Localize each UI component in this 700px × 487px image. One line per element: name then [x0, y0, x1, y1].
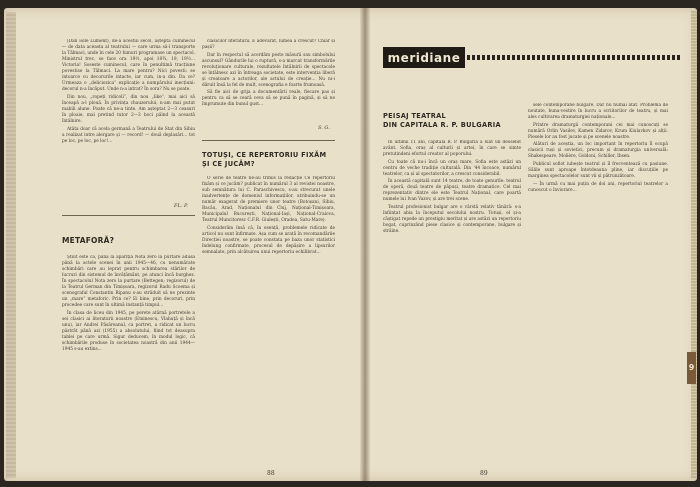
paragraph: În ultimii 11 ani, capitala R. P. Bulgaria a luat un deosebit avânt. Sofia, oraș al culturii și artei, în care se simte pretutindeni efortul creator al poporului.	[383, 140, 521, 158]
paragraph: Știut este că, până la apariția Nota zero la purtare adusă până la actele scenei în anii 1945—46, cu nenumărate schimbări care au leprat pentru schimbarea stărilor de lucruri din sistemul de învățământ, pe atunci încă burghez. În spectacolul Nota zero la purtare (Bettegen; regizorul) de la Teatrul German din Timișoara, regizorul Radu Scoema și scenograful Constantin Ripanu s-au străduit să ne prezinte un „mare” metaforic. Prin ce? Ei bine, prin decoruri, prin procedee care sunt în ultimă instanță timpul...	[62, 255, 195, 309]
page-number: 88	[267, 470, 275, 477]
paragraph: O serie de teatre ne-au trimis la redacție Ce repertoriu fixăm și ce jucăm? publicat în numărul 3 al revistei noastre, sub semnătura lui C. Paraschivescu, s-au strecurat unele inadvertențe de domeniul informațiilor, atribuindu-se un număr exagerat de premiere unor teatre (Botoșani, Sibiu, Bacău, Arad, Naționalul din Cluj, Național-Timișoara, Municipalul București, Național-Iași, Național-Craiova, Teatrul Muncitoresc C.F.R. Giulești, Oradea, Satu-Mare).	[202, 176, 335, 224]
left-col2-top	[202, 39, 335, 119]
page-edges	[691, 10, 697, 478]
article-title-line: DIN CAPITALA R. P. BULGARIA	[383, 121, 501, 129]
article-title	[383, 112, 523, 130]
section-heading: METAFORĂ?	[62, 236, 115, 245]
left-col1-top	[62, 39, 195, 202]
section-banner: meridiane	[383, 47, 465, 68]
paragraph: — În urmă cu mai puțin de doi ani, repertoriul teatrelor a cunoscut o înviorare...	[528, 181, 668, 193]
right-col1	[383, 140, 521, 465]
paragraph: Publicul sofiot iubește teatrul și îl frecventează cu pasiune. Sălile sunt aproape întotdeauna pline, iar discuțiile pe marginea spectacolelor sunt vii și pătrunzătoare.	[528, 161, 668, 180]
banner-rule	[467, 55, 682, 60]
signature: S. G.	[318, 125, 330, 131]
paragraph: Considerăm însă că, în esență, problemele ridicate de articol nu sunt înfirmate. Așa cum se arată în recomandările Direcției noastre, se poate constata pe baza unor statistici îndelung confirmate, procesul de depășire a lipsurilor semnalate, prin alcătuirea unui repertoriu echilibrat...	[202, 225, 335, 256]
right-col2	[528, 103, 668, 465]
paragraph: Alături de aceștia, un loc important în repertoriu îl ocupă clasicii ruși și sovietici, precum și dramaturgia universală: Shakespeare, Molière, Goldoni, Schiller, Ibsen.	[528, 142, 668, 160]
divider	[62, 215, 195, 216]
paragraph: sele contemporane bulgare. Dar nu numai atât. Problema de noutate, buna-vestire în lucru a scriitorilor de teatru, și mai ales cultivarea dramaturgiei naționale...	[528, 103, 668, 121]
page-number: 89	[480, 470, 488, 477]
paragraph: Să fie aici de grija a documentării reale, fiecare pas și pentru ca să se ceară ceva să se pună în pagină, și să ne împrumute din bunul gust...	[202, 90, 335, 108]
book-spine-edge	[6, 12, 16, 478]
divider	[202, 140, 335, 141]
left-col2-bottom	[202, 176, 335, 467]
article-title-line: PEISAJ TEATRAL	[383, 112, 447, 120]
paragraph: În clasa de liceu din 1945, pe perete atârnă portretele a sei clasici ai literaturii noastre (Eminescu, Vlahuță și încă unu), iar Andrei Păsăreanul, ca portret, a ridicat un lucru păstrăt până azi (1955) a absolutului, fiind tot deasupra tablei pe care urmă. Sigur deducem, în modul logic, că schimbările produse în societatea noastră din anii 1944—1945 s-au extins...	[62, 310, 195, 353]
paragraph: Cu toate că nu-i încă un oraș mare, Sofia este astăzi un centru de veche tradiție culturală. Din '44 încoace, numărul teatrelor, ca și al spectatorilor, a crescut considerabil.	[383, 159, 521, 177]
paragraph: În această capitală sunt 14 teatre, de toate genurile: teatrul de operă, două teatre de păpuși, teatre dramatice. Cel mai reprezentativ dintre ele este Teatrul Național, care poartă numele lui Ivan Vazov, și are trei scene.	[383, 179, 521, 203]
signature: FL. P.	[174, 203, 188, 209]
paragraph: Printre dramaturgii contemporani cei mai cunoscuți se numără Orlin Vasilev, Kamen Zidarov, Krum Kiulavkov și alții. Piesele lor au fost jucate și pe scenele noastre.	[528, 122, 668, 140]
left-col1-bottom	[62, 255, 195, 467]
page-tab-marker: 9	[687, 352, 696, 384]
paragraph: (Dan iolle Lument), de-a acestui secol, așteptă cuminecul — de data aceasta al teatrului — care urma să-l transporte la Tălmaci, unde în cele 20 fumuri programase un spectacol. Ministrul trec, se face ora 19½, apoi 18¾, 19, 19½... Victoria! Soseste cuminecul, care în penultimă tracțiune povestise la Tălmaci. La mare pentru? Nici povesti: se intoarce cu decorurile intacte, iar cum, in-a din. Da ce? Urmeaza o „deliciozica” explicație a numpărului inecțiuni: decorul n-a încăput. Unde n-a intrat? În sora? Nu se poate.	[62, 39, 195, 93]
paragraph: Teatrul profesionist bulgar are o vârstă relativ tânără: s-a înființat abia la începutul secolului nostru. Totuși, el și-a câștigat repede un prestigiu meritat și are astăzi un repertoriu bogat, cuprinzând piese clasice și contemporane, bulgare și străine.	[383, 204, 521, 235]
paragraph: Dar în respectul să acordăm peste măsură sau simbolului ascunsul? Gândurile lui o ruptură, s-a marcat transformările revoluționare culturale, rezultatele întâlnirii de spectacole se întâlnesc azi în întreaga societate, este intervenția liberă și creatoare a actorilor, ale actului de creație... Nu ni-i dăruit însă la fel de mult, scenografia e foarte frumoasă.	[202, 52, 335, 88]
article-heading: TOTUȘI, CE REPERTORIU FIXĂM ȘI CE JUCĂM?	[202, 151, 327, 168]
center-gutter	[360, 8, 370, 481]
paragraph: Din nou, „ropeți ridicoli”, din nou „like”, mai aici să înceapă a-l plouă. În privința chauzerului, n-am mai putut mabili alune. Poate că ne-a tinte. Am așteptat 2—3 ceasuri în ploaie, mai pretind tutor 2—3 boci păind la această întâlnire.	[62, 94, 195, 125]
paragraph: clasicilor literaturii. E adevărat, lumea a crescut? Chiar și pașii?	[202, 39, 335, 51]
paragraph: Atâta doar că acela germană a Teatrului de Stat din Sibiu a realizat intre alergare și — record! — două deplasări... tot pe loc, pe loc, pe loc!...	[62, 126, 195, 144]
